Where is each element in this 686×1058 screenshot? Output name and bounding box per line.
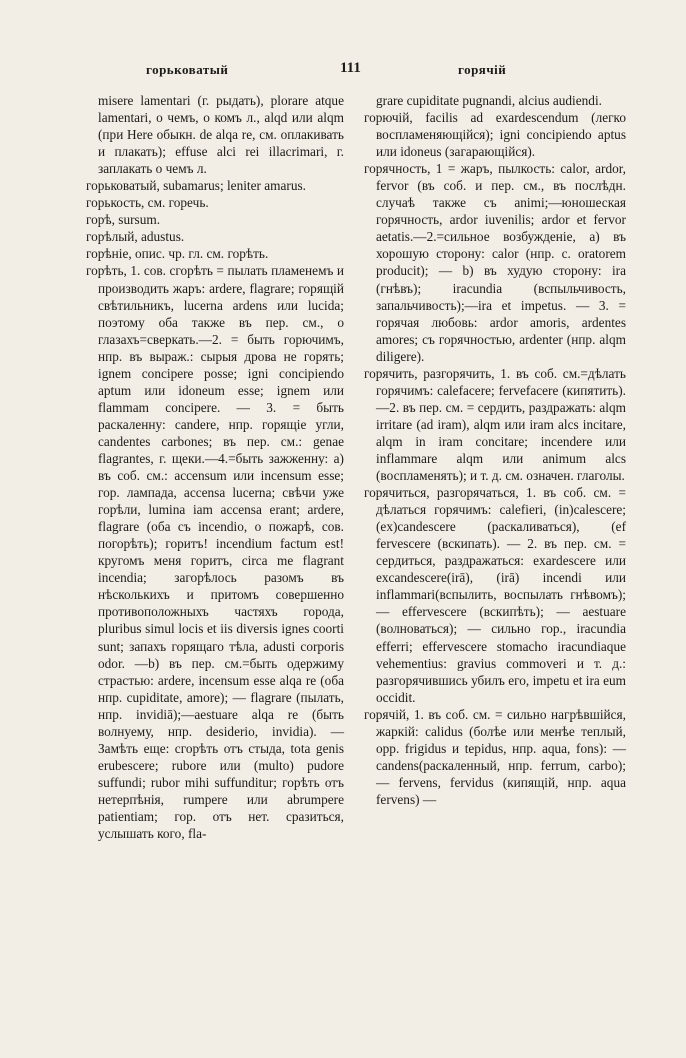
dictionary-entry: горѣть, 1. сов. сгорѣть = пылать пламенемъ и производить жаръ: ardere, flagrare; горящій свѣтильникъ, lucerna ardens или lucida; поэтому оба также въ пер. см., о глазахъ=сверкать.—2. = быть горючимъ, нпр. въ выраж.: сырыя дрова не горять; ignem concipere posse; igni concipiendo aptum или idoneum esse; ignem или flammam concipere. — 3. = быть раскаленну: candere, нпр. горящіе угли, candentes carbones; въ пер. см.: genae flagrantes, г. щеки.—4.=быть зажженну: а) въ соб. см.: accensum или incensum esse; гор. лампада, accensa lucerna; свѣчи уже горѣли, lumina iam accensa erant; ardere, flagrare (оба съ incendio, о пожарѣ, сов. погорѣть); горитъ! incendium factum est! кругомъ меня горитъ, circa me flagrant incendia; загорѣлось разомъ въ нѣсколькихъ и притомъ совершенно противоположныхъ частяхъ города, pluribus simul locis et iis diversis ignes coorti sunt; запахъ горящаго тѣла, adusti corporis odor. —b) въ пер. см.=быть одержиму страстью: ardere, incensum esse alqa re (оба нпр. cupiditate, amore); — flagrare (пылать, нпр. invidiā);—aestuare alqa re (быть волнуему, нпр. desiderio, invidia). — Замѣть еще: сгорѣть отъ стыда, tota genis erubescere; rubore или (multo) pudore suffundi; rubor mihi suffunditur; горѣть отъ нетерпѣнія, rumpere или abrumpere patientiam; гор. отъ нет. сразиться, услышать кого, fla-: [86, 263, 344, 842]
dictionary-entry: горѣ, sursum.: [86, 212, 161, 228]
dictionary-entry: горячій, 1. въ соб. см. = сильно нагрѣвшійся, жаркій: calidus (болѣе или менѣе теплый, орр. frigidus и tepidus, нпр. aqua, fons): —candens(раскаленный, нпр. ferrum, carbo); — fervens, fervidus (кипящій, нпр. aqua fervens) —: [364, 706, 626, 807]
dictionary-entry: горѣніе, опис. чр. гл. см. горѣть.: [86, 246, 269, 262]
dictionary-entry: горьковатый, subamarus; leniter amarus.: [86, 178, 306, 194]
header-left-guide-word: горьковатый: [146, 62, 229, 77]
page-number: 111: [340, 60, 361, 76]
dictionary-entry: горячность, 1 = жаръ, пылкость: calor, ardor, fervor (въ соб. и пер. см., въ послѣдн. случаѣ также съ animi;—юношеская горячность, ardor iuvenilis; ardor et fervor aetatis.—2.=сильное возбужденіе, а) въ хорошую сторону: calor (нпр. с. oratorem producit); — b) въ худую сторону: ira (гнѣвъ); iracundia (вспыльчивость, запальчивость);—ira et impetus. — 3. = горячая любовь: ardor amoris, ardentes amores; съ горячностью, ardenter (нпр. alqm diligere).: [364, 161, 626, 364]
dictionary-entry: горючій, facilis ad exardescendum (легко воспламеняющійся); igni concipiendo aptus или idoneus (загарающійся).: [364, 110, 626, 160]
dictionary-entry: горькость, см. горечь.: [86, 195, 209, 211]
dictionary-entry: горѣлый, adustus.: [86, 229, 185, 245]
dictionary-entry: горячиться, разгорячаться, 1. въ соб. см. = дѣлаться горячимъ: calefieri, (in)calescere; (ex)candescere (раскаливаться), (ef fervescere (вскипать). — 2. въ пер. см. = сердиться, раздражаться: exardescere или excandescere(irā), (irā) incendi или inflammari(вспылить, воспылать гнѣвомъ); — effervescere (вскипѣть); — aestuare (волноваться); — сильно гор., iracundia efferri; effervescere stomacho iracundiaque vehementius: gravius commoveri и т. д.: разгорячившись убилъ его, impetu et ira eum occidit.: [364, 485, 626, 705]
page-header: [90, 62, 640, 82]
dictionary-entry: горячить, разгорячить, 1. въ соб. см.=дѣлать горячимъ: calefacere; fervefacere (кипятить).—2. въ пер. см. = сердить, раздражать: alqm irritare (ad iram), alqm или iram alcs incitare, alqm in iram concitare; incendere или inflammare alqm или animum alcs (воспламенять); и т. д. см. означен. глаголы.: [364, 365, 626, 484]
entry-continuation: misere lamentari (г. рыдать), plorare atque lamentari, о чемъ, о комъ л., alqd или alqm (при Here обыкн. de alqa re, см. оплакивать и плакать); effuse alci rei illacrimari, г. заплакать о чемъ л.: [98, 93, 344, 177]
header-right-guide-word: горячій: [458, 62, 507, 77]
entry-continuation: grare cupiditate pugnandi, alcius audiendi.: [376, 93, 602, 108]
right-column: [364, 92, 626, 808]
left-column: [86, 92, 344, 842]
